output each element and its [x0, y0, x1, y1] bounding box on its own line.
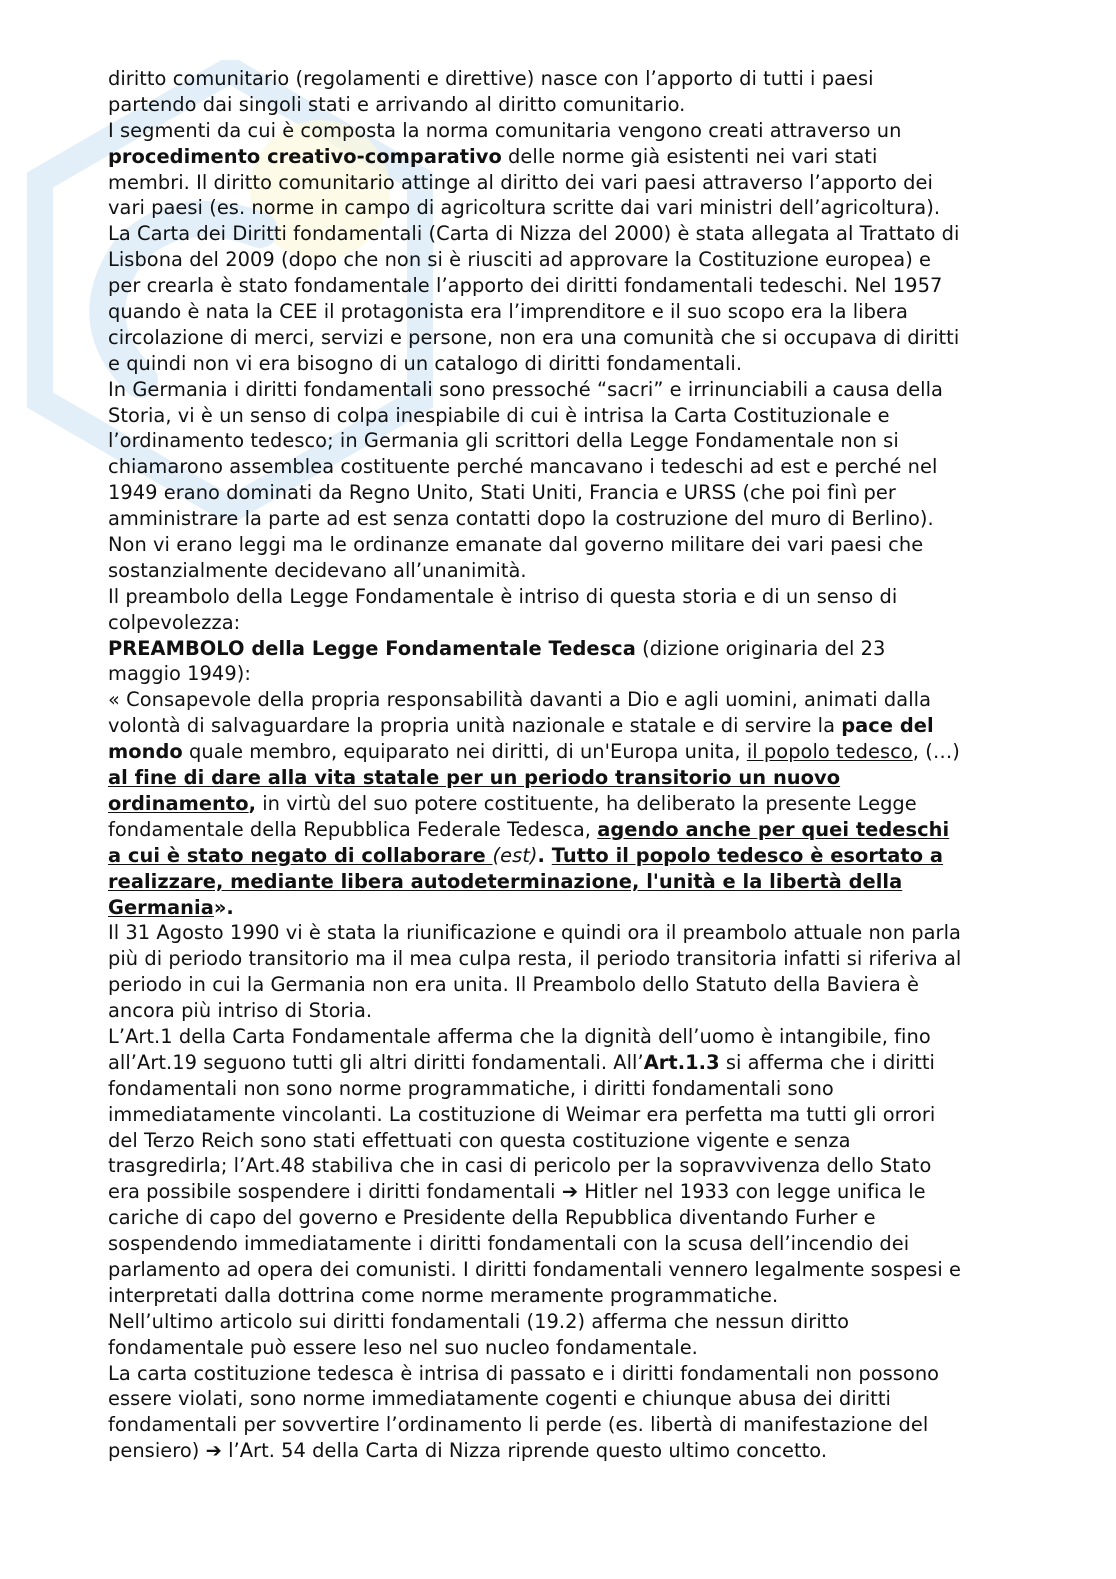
text-line [108, 403, 1018, 429]
text-run: agendo anche per quei tedeschi [597, 817, 950, 841]
text-run: era possibile sospendere i diritti fondamentali ➔ Hitler nel 1933 con legge unifica le [108, 1180, 926, 1204]
text-run: a cui è stato negato di collaborare [108, 843, 493, 867]
text-run: quale membro, equiparato nei diritti, di un'Europa unita, [182, 740, 747, 764]
text-run: . [537, 843, 552, 867]
document-body [108, 66, 1018, 1464]
text-run: ancora più intriso di Storia. [108, 999, 373, 1023]
text-run: colpevolezza: [108, 610, 241, 634]
text-run: fondamentali per sovvertire l’ordinamento li perde (es. libertà di manifestazione del [108, 1413, 929, 1437]
text-line [108, 1153, 1018, 1179]
text-line [108, 454, 1018, 480]
text-run: fondamentale della Repubblica Federale Tedesca, [108, 817, 598, 841]
text-run: vari paesi (es. norme in campo di agricoltura scritte dai vari ministri dell’agricoltura). [108, 196, 941, 220]
text-line [108, 118, 1018, 144]
text-run: procedimento creativo-comparativo [108, 144, 502, 168]
text-run: più di periodo transitorio ma il mea culpa resta, il periodo transitoria infatti si riferiva al [108, 947, 962, 971]
text-line [108, 584, 1018, 610]
text-line [108, 480, 1018, 506]
text-run: , (…) [912, 740, 960, 764]
text-run: maggio 1949): [108, 662, 251, 686]
text-run: l’ordinamento tedesco; in Germania gli scrittori della Legge Fondamentale non si [108, 429, 899, 453]
text-run: , [248, 791, 257, 815]
text-line [108, 1361, 1018, 1387]
text-run: in virtù del suo potere costituente, ha deliberato la presente Legge [256, 791, 917, 815]
text-run: per crearla è stato fondamentale l’apporto dei diritti fondamentali tedeschi. Nel 1957 [108, 274, 943, 298]
text-line [108, 1438, 1018, 1464]
text-line [108, 972, 1018, 998]
text-run: ». [213, 895, 234, 919]
text-run: partendo dai singoli stati e arrivando al diritto comunitario. [108, 92, 686, 116]
text-line [108, 791, 1018, 817]
text-line [108, 1231, 1018, 1257]
text-line [108, 1179, 1018, 1205]
text-run: sospendendo immediatamente i diritti fondamentali con la scusa dell’incendio dei [108, 1232, 910, 1256]
text-run: del Terzo Reich sono stati effettuati con questa costituzione vigente e senza [108, 1128, 851, 1152]
text-line [108, 377, 1018, 403]
text-run: delle norme già esistenti nei vari stati [501, 144, 878, 168]
text-line [108, 558, 1018, 584]
text-run: diritto comunitario (regolamenti e direttive) nasce con l’apporto di tutti i paesi [108, 67, 874, 90]
text-line [108, 817, 1018, 843]
text-line [108, 92, 1018, 118]
text-run: cariche di capo del governo e Presidente della Repubblica diventando Furher e [108, 1206, 876, 1230]
text-line [108, 1024, 1018, 1050]
text-run: (dizione originaria del 23 [635, 636, 886, 660]
text-line [108, 687, 1018, 713]
text-run: ordinamento [108, 791, 249, 815]
text-line [108, 506, 1018, 532]
text-line [108, 713, 1018, 739]
text-run: trasgredirla; l’Art.48 stabiliva che in casi di pericolo per la sopravvivenza dello Stato [108, 1154, 932, 1178]
text-line [108, 636, 1018, 662]
text-line [108, 1386, 1018, 1412]
text-line [108, 920, 1018, 946]
text-line [108, 998, 1018, 1024]
text-line [108, 739, 1018, 765]
text-line [108, 610, 1018, 636]
text-run: realizzare, mediante libera autodeterminazione, l'unità e la libertà della [108, 869, 903, 893]
text-run: fondamentali non sono norme programmatiche, i diritti fondamentali sono [108, 1076, 834, 1100]
text-run: PREAMBOLO della Legge Fondamentale Tedesca [108, 636, 636, 660]
text-run: sostanzialmente decidevano all’unanimità. [108, 558, 527, 582]
text-line [108, 1102, 1018, 1128]
text-run: membri. Il diritto comunitario attinge al diritto dei vari paesi attraverso l’apporto dei [108, 170, 933, 194]
text-run: Storia, vi è un senso di colpa inespiabile di cui è intrisa la Carta Costituzionale e [108, 403, 890, 427]
text-line [108, 299, 1018, 325]
text-line [108, 843, 1018, 869]
text-run: interpretati dalla dottrina come norme meramente programmatiche. [108, 1283, 779, 1307]
text-run: chiamarono assemblea costituente perché mancavano i tedeschi ad est e perché nel [108, 455, 938, 479]
text-line [108, 273, 1018, 299]
text-run: 1949 erano dominati da Regno Unito, Stati Uniti, Francia e URSS (che poi finì per [108, 481, 896, 505]
text-run: all’Art.19 seguono tutti gli altri diritti fondamentali. All’ [108, 1050, 644, 1074]
text-run: La Carta dei Diritti fondamentali (Carta di Nizza del 2000) è stata allegata al Trattato di [108, 222, 960, 246]
text-line [108, 869, 1018, 895]
text-line [108, 532, 1018, 558]
text-line [108, 428, 1018, 454]
text-run: periodo in cui la Germania non era unita. Il Preambolo dello Statuto della Baviera è [108, 973, 919, 997]
text-line [108, 325, 1018, 351]
text-line [108, 1257, 1018, 1283]
text-line [108, 895, 1018, 921]
text-line [108, 1128, 1018, 1154]
text-run: e quindi non vi era bisogno di un catalogo di diritti fondamentali. [108, 351, 743, 375]
text-line [108, 1283, 1018, 1309]
text-run: al fine di dare alla vita statale per un periodo transitorio un nuovo [108, 766, 841, 790]
text-line [108, 661, 1018, 687]
text-run: Lisbona del 2009 (dopo che non si è riusciti ad approvare la Costituzione europea) e [108, 248, 932, 272]
text-line [108, 66, 1018, 92]
text-line [108, 1412, 1018, 1438]
text-run: (est) [492, 843, 538, 867]
text-line [108, 765, 1018, 791]
text-run: In Germania i diritti fondamentali sono pressoché “sacri” e irrinunciabili a causa della [108, 377, 943, 401]
text-run: si afferma che i diritti [719, 1050, 935, 1074]
text-line [108, 221, 1018, 247]
text-line [108, 946, 1018, 972]
text-run: Non vi erano leggi ma le ordinanze emanate dal governo militare dei vari paesi che [108, 533, 924, 557]
text-line [108, 170, 1018, 196]
text-run: « Consapevole della propria responsabilità davanti a Dio e agli uomini, animati dalla [108, 688, 932, 712]
text-run: I segmenti da cui è composta la norma comunitaria vengono creati attraverso un [108, 118, 902, 142]
text-run: il popolo tedesco [746, 740, 913, 764]
text-run: immediatamente vincolanti. La costituzione di Weimar era perfetta ma tutti gli orrori [108, 1102, 936, 1126]
text-run: Nell’ultimo articolo sui diritti fondamentali (19.2) afferma che nessun diritto [108, 1309, 849, 1333]
text-line [108, 351, 1018, 377]
text-line [108, 195, 1018, 221]
text-line [108, 1050, 1018, 1076]
text-run: parlamento ad opera dei comunisti. I diritti fondamentali vennero legalmente sospesi e [108, 1257, 962, 1281]
text-line [108, 1076, 1018, 1102]
text-run: pace del [841, 714, 934, 738]
text-run: essere violati, sono norme immediatamente cogenti e chiunque abusa dei diritti [108, 1387, 891, 1411]
text-run: fondamentale può essere leso nel suo nucleo fondamentale. [108, 1335, 698, 1359]
text-run: Germania [108, 895, 214, 919]
text-run: La carta costituzione tedesca è intrisa di passato e i diritti fondamentali non possono [108, 1361, 940, 1385]
text-run: volontà di salvaguardare la propria unità nazionale e statale e di servire la [108, 714, 842, 738]
text-line [108, 1335, 1018, 1361]
text-run: pensiero) ➔ l’Art. 54 della Carta di Nizza riprende questo ultimo concetto. [108, 1439, 828, 1463]
text-run: mondo [108, 740, 183, 764]
text-line [108, 1205, 1018, 1231]
text-run: Art.1.3 [643, 1050, 720, 1074]
text-run: Il 31 Agosto 1990 vi è stata la riunificazione e quindi ora il preambolo attuale non parla [108, 921, 961, 945]
text-run: Il preambolo della Legge Fondamentale è intriso di questa storia e di un senso di [108, 584, 898, 608]
text-run: L’Art.1 della Carta Fondamentale afferma che la dignità dell’uomo è intangibile, fino [108, 1024, 931, 1048]
text-run: circolazione di merci, servizi e persone, non era una comunità che si occupava di diritti [108, 325, 960, 349]
text-line [108, 1309, 1018, 1335]
text-line [108, 144, 1018, 170]
text-run: quando è nata la CEE il protagonista era l’imprenditore e il suo scopo era la libera [108, 300, 908, 324]
text-run: amministrare la parte ad est senza contatti dopo la costruzione del muro di Berlino). [108, 507, 934, 531]
text-line [108, 247, 1018, 273]
text-run: Tutto il popolo tedesco è esortato a [551, 843, 944, 867]
